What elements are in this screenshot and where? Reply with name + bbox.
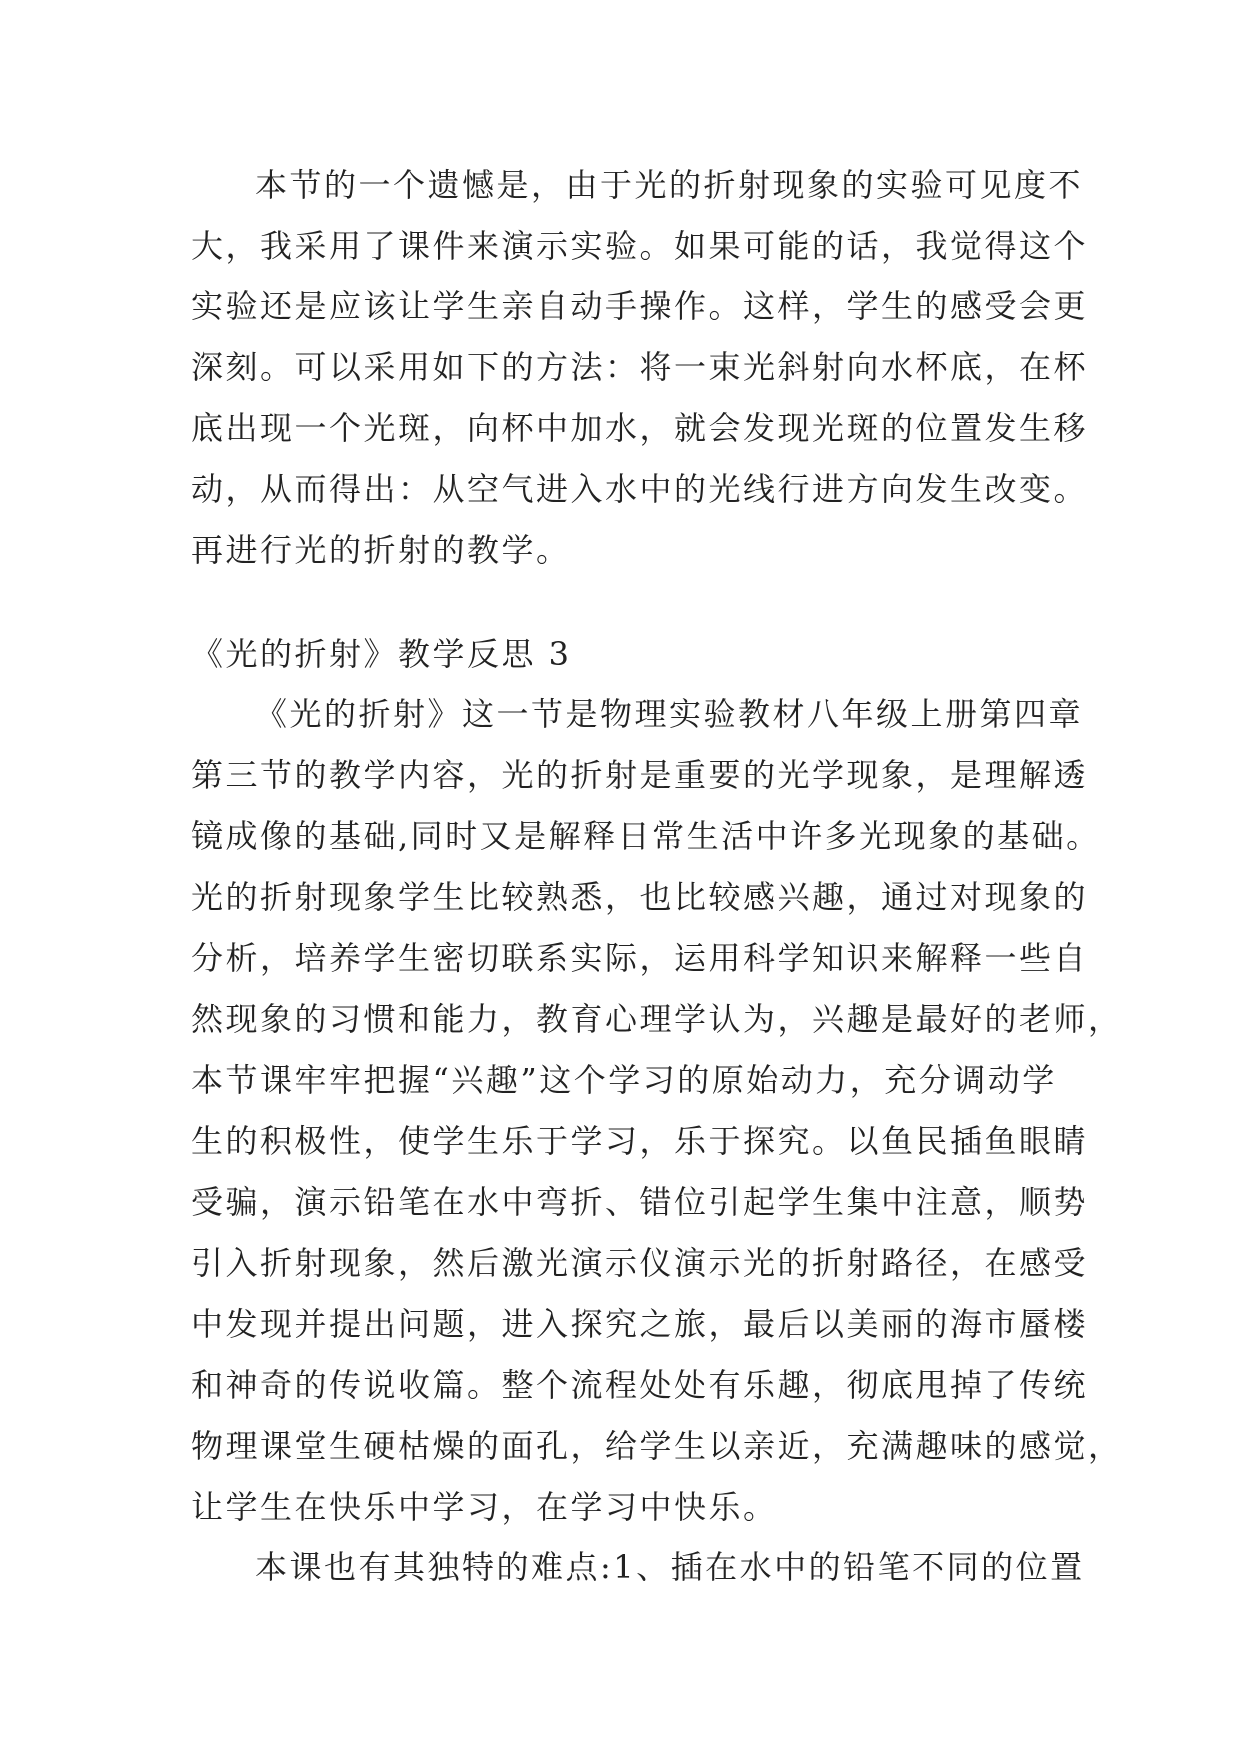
- text-line: 物理课堂生硬枯燥的面孔，给学生以亲近，充满趣味的感觉，: [191, 1427, 1123, 1465]
- text-line: 光的折射现象学生比较熟悉，也比较感兴趣，通过对现象的: [191, 878, 1089, 916]
- text-line: 实验还是应该让学生亲自动手操作。这样，学生的感受会更: [191, 287, 1089, 325]
- text-line: 大，我采用了课件来演示实验。如果可能的话，我觉得这个: [191, 227, 1089, 265]
- text-line: 底出现一个光斑，向杯中加水，就会发现光斑的位置发生移: [191, 409, 1089, 447]
- text-line: 生的积极性，使学生乐于学习，乐于探究。以鱼民插鱼眼睛: [191, 1122, 1089, 1160]
- text-line: 本节的一个遗憾是，由于光的折射现象的实验可见度不: [255, 166, 1084, 204]
- text-line: 本课也有其独特的难点:1、插在水中的铅笔不同的位置: [255, 1548, 1085, 1586]
- text-line: 第三节的教学内容，光的折射是重要的光学现象，是理解透: [191, 756, 1089, 794]
- text-line: 分析，培养学生密切联系实际，运用科学知识来解释一些自: [191, 939, 1089, 977]
- text-line: 本节课牢牢把握“兴趣”这个学习的原始动力，充分调动学: [191, 1061, 1057, 1099]
- text-line: 让学生在快乐中学习，在学习中快乐。: [191, 1488, 778, 1526]
- section-title: 《光的折射》教学反思 3: [191, 635, 572, 673]
- text-line: 《光的折射》这一节是物理实验教材八年级上册第四章: [255, 695, 1084, 733]
- text-line: 引入折射现象，然后激光演示仪演示光的折射路径，在感受: [191, 1244, 1089, 1282]
- text-line: 深刻。可以采用如下的方法：将一束光斜射向水杯底，在杯: [191, 348, 1089, 386]
- text-line: 再进行光的折射的教学。: [191, 531, 571, 569]
- text-line: 动，从而得出：从空气进入水中的光线行进方向发生改变。: [191, 470, 1089, 508]
- text-line: 镜成像的基础,同时又是解释日常生活中许多光现象的基础。: [191, 817, 1101, 855]
- text-line: 然现象的习惯和能力，教育心理学认为，兴趣是最好的老师，: [191, 1000, 1123, 1038]
- text-line: 中发现并提出问题，进入探究之旅，最后以美丽的海市蜃楼: [191, 1305, 1089, 1343]
- text-line: 受骗，演示铅笔在水中弯折、错位引起学生集中注意，顺势: [191, 1183, 1089, 1221]
- text-line: 和神奇的传说收篇。整个流程处处有乐趣，彻底甩掉了传统: [191, 1366, 1089, 1404]
